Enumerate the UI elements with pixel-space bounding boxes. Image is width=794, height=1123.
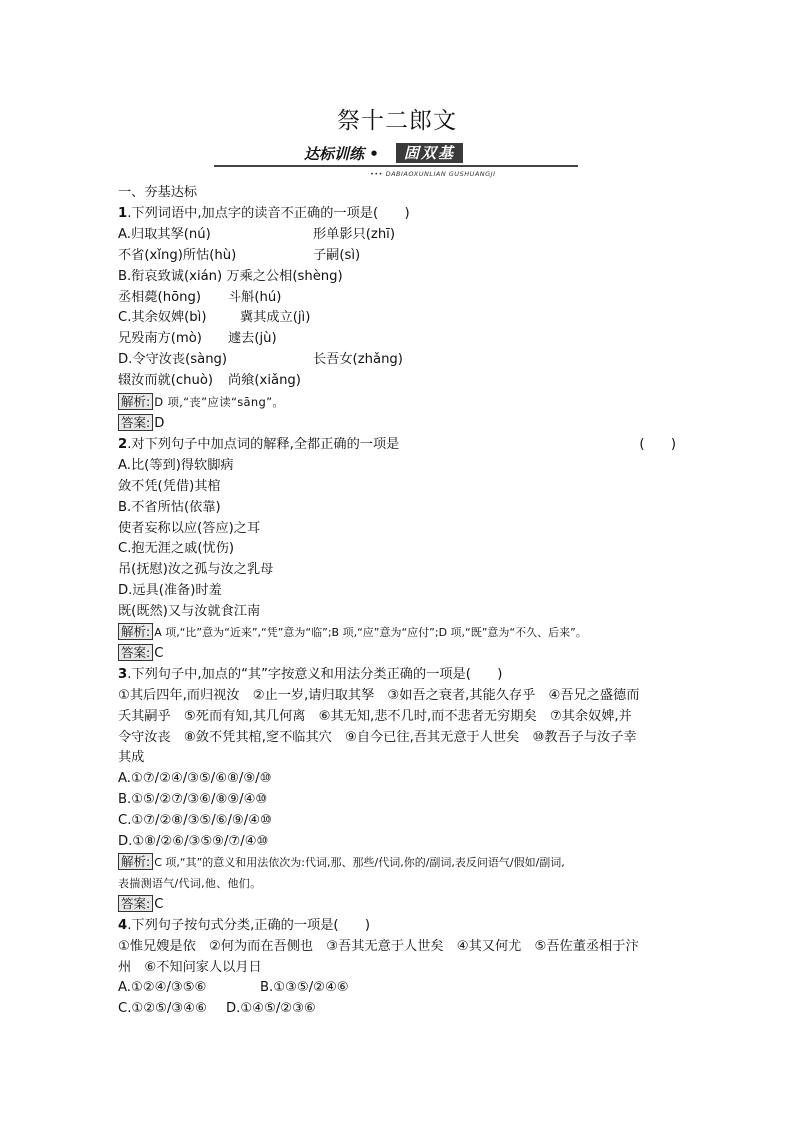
option-line: C.其余奴婢(bì) 冀其成立(jì) [118, 310, 311, 326]
analysis-tag: 解析: [118, 393, 153, 410]
banner-divider [214, 165, 578, 167]
analysis-line: 解析: A 项,“比”意为“近来”,“凭”意为“临”;B 项,“应”意为“应付”;D 项,“既”意为“不久、后来”。 [118, 623, 678, 644]
option-line: C.①⑦/②⑧/③⑤/⑥/⑨/④⑩ [118, 813, 272, 829]
question-number: 4 [118, 917, 128, 933]
analysis-tag: 解析: [118, 853, 153, 870]
option-line: 兄殁南方(mò) 遽去(jù) [118, 331, 277, 347]
option-line: B.衔哀致诚(xián) 万乘之公相(shèng) [118, 268, 343, 284]
page-title: 祭十二郎文 [337, 108, 457, 134]
answer-paren: ( ) [639, 436, 676, 452]
option-line: A.比(等到)得软脚病 [118, 457, 234, 473]
banner-box: 固双基 [396, 143, 463, 163]
sentence-line: ①其后四年,而归视汝 ②止一岁,请归取其孥 ③如吾之衰者,其能久存乎 ④吾兄之盛德而 [118, 687, 640, 703]
option-line: C.抱无涯之戚(忧伤) [118, 541, 235, 557]
option-line: 使者妄称以应(答应)之耳 [118, 520, 261, 536]
option-line: D.远具(准备)时羞 [118, 583, 222, 599]
sentence-line: ①惟兄嫂是依 ②何为而在吾侧也 ③吾其无意于人世矣 ④其又何尤 ⑤吾佐董丞相于汴 [118, 938, 639, 954]
analysis-line: 解析: C 项,“其”的意义和用法依次为:代词,那、那些/代词,你的/副词,表反问语气/假如/副词, [118, 853, 678, 874]
sentence-line: 其成 [118, 750, 145, 766]
section-heading: 一、夯基达标 [118, 185, 198, 200]
option-line: B.①⑤/②⑦/③⑥/⑧⑨/④⑩ [118, 792, 268, 808]
option-line: 丞相薨(hōng) 斗斛(hú) [118, 289, 282, 305]
option-line: A.①⑦/②④/③⑤/⑥⑧/⑨/⑩ [118, 771, 272, 787]
option-line: D.①⑧/②⑥/③⑤⑨/⑦/④⑩ [118, 834, 269, 850]
question-2-stem: 2.对下列句子中加点词的解释,全都正确的一项是 ( ) [118, 435, 678, 456]
question-number: 3 [118, 666, 128, 682]
sentence-line: 州 ⑥不知问家人以月日 [118, 959, 262, 975]
question-1-stem: 1.下列词语中,加点字的读音不正确的一项是( ) [118, 205, 410, 221]
option-line: B.不省所怙(依靠) [118, 499, 221, 515]
question-number: 2 [118, 436, 128, 452]
option-line: 不省(xǐng)所怙(hù) 子嗣(sì) [118, 247, 361, 263]
section-banner [214, 143, 578, 179]
option-line: 既(既然)又与汝就食江南 [118, 604, 261, 620]
banner-label: 达标训练 • [304, 145, 379, 163]
analysis-tag: 解析: [118, 623, 153, 640]
banner-subtitle: ••• DABIAOXUNLIAN GUSHUANGJI [370, 170, 496, 178]
option-line: A.归取其孥(nú) 形单影只(zhī) [118, 226, 395, 242]
question-list [118, 183, 678, 1020]
answer-tag: 答案: [118, 895, 153, 912]
sentence-line: 令守汝丧 ⑧敛不凭其棺,窆不临其穴 ⑨自今已往,吾其无意于人世矣 ⑩教吾子与汝子幸 [118, 729, 637, 745]
answer-tag: 答案: [118, 414, 153, 431]
answer-line: 答案: D [118, 414, 678, 435]
option-line: 吊(抚慰)汝之孤与汝之乳母 [118, 562, 274, 578]
answer-line: 答案: C [118, 895, 678, 916]
analysis-line: 解析: D 项,“丧”应读“sāng”。 [118, 392, 678, 414]
sentence-line: 夭其嗣乎 ⑤死而有知,其几何离 ⑥其无知,悲不几时,而不悲者无穷期矣 ⑦其余奴婢,并 [118, 708, 632, 724]
option-line: 辍汝而就(chuò) 尚飨(xiǎng) [118, 373, 301, 389]
question-4-stem: 4.下列句子按句式分类,正确的一项是( ) [118, 917, 371, 933]
option-line: A.①②④/③⑤⑥ B.①③⑤/②④⑥ [118, 980, 349, 996]
answer-tag: 答案: [118, 644, 153, 661]
analysis-line: 表揣测语气/代词,他、他们。 [118, 876, 262, 890]
answer-line: 答案: C [118, 644, 678, 665]
option-line: 敛不凭(凭借)其棺 [118, 478, 221, 494]
question-3-stem: 3.下列句子中,加点的“其”字按意义和用法分类正确的一项是( ) [118, 666, 503, 682]
question-number: 1 [118, 205, 128, 221]
option-line: C.①②⑤/③④⑥ D.①④⑤/②③⑥ [118, 1001, 316, 1017]
option-line: D.令守汝丧(sàng) 长吾女(zhǎng) [118, 352, 403, 368]
